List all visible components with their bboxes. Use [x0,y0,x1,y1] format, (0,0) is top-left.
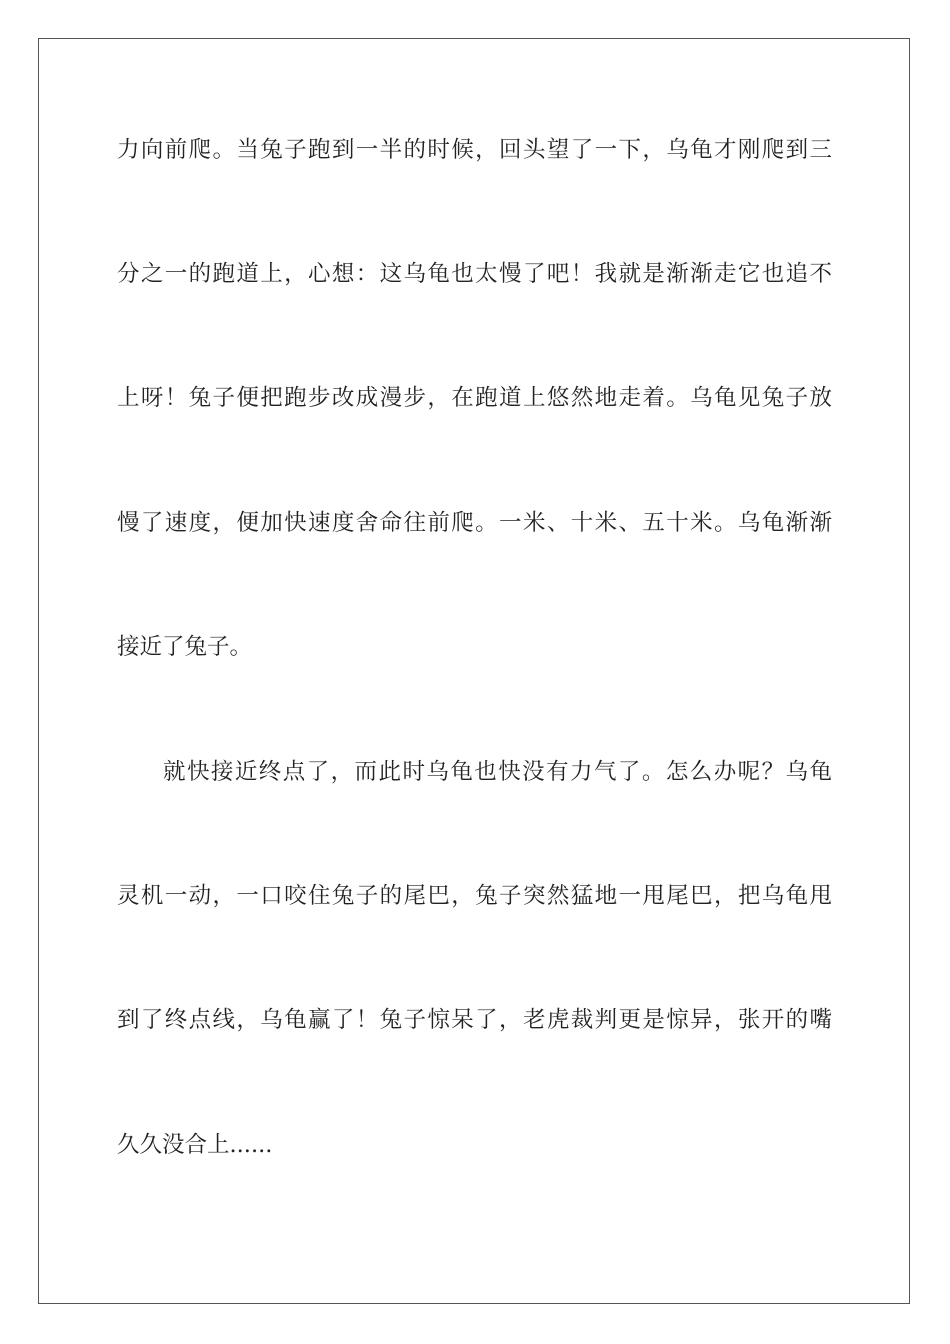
text-line: 久久没合上...... [117,1132,273,1158]
paragraph-first-line: 就快接近终点了，而此时乌龟也快没有力气了。怎么办呢？乌龟 [163,759,832,785]
text-line: 接近了兔子。 [117,634,253,660]
text-line: 慢了速度，便加快速度舍命往前爬。一米、十米、五十米。乌龟渐渐 [117,510,832,536]
text-line: 分之一的跑道上，心想：这乌龟也太慢了吧！我就是渐渐走它也追不 [117,261,832,287]
text-line: 力向前爬。当兔子跑到一半的时候，回头望了一下，乌龟才刚爬到三 [117,137,832,163]
text-line: 到了终点线，乌龟赢了！兔子惊呆了，老虎裁判更是惊异，张开的嘴 [117,1007,832,1033]
text-line: 上呀！兔子便把跑步改成漫步，在跑道上悠然地走着。乌龟见兔子放 [117,385,832,411]
page-border [38,38,910,1304]
text-line: 灵机一动，一口咬住兔子的尾巴，兔子突然猛地一甩尾巴，把乌龟甩 [117,883,832,909]
